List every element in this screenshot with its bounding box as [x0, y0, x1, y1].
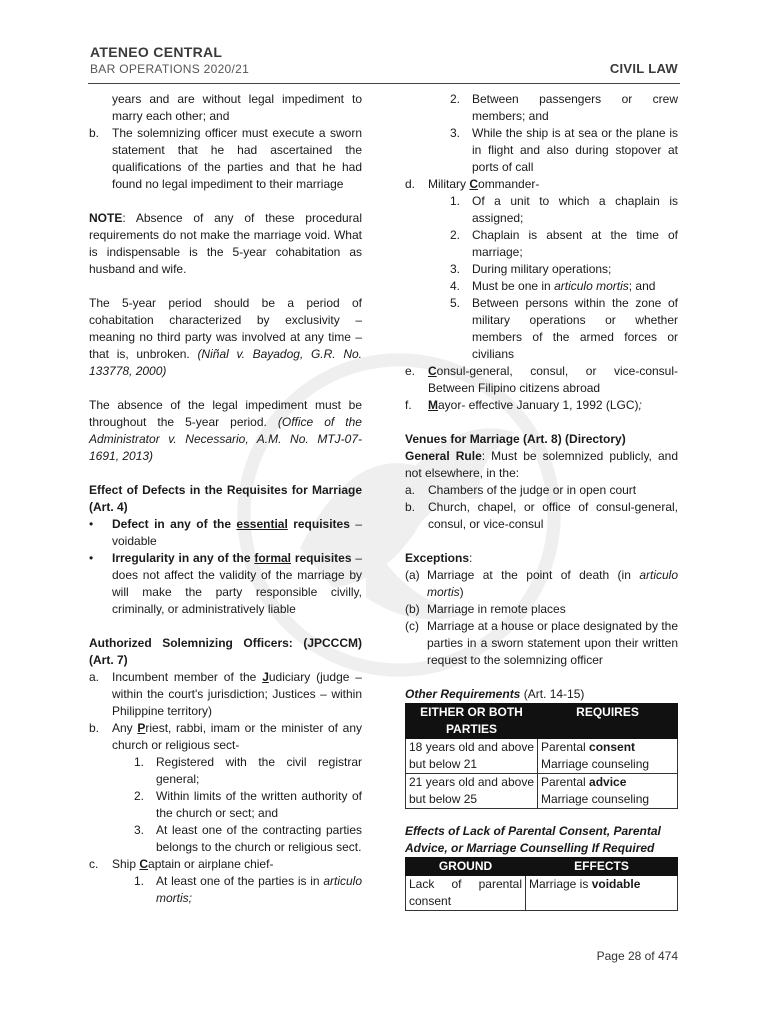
- header-left: [90, 44, 249, 77]
- sublist-b: [89, 754, 362, 856]
- sublist-d: [405, 193, 678, 363]
- table-cell: [538, 774, 678, 809]
- other-req-label: Other Requirements: [405, 687, 521, 701]
- bullet-tail: – voidable: [112, 517, 362, 548]
- page-number: Page 28 of 474: [596, 949, 678, 963]
- table-header-row: [406, 858, 678, 876]
- mnemonic-letter: P: [137, 721, 146, 735]
- table-cell: 18 years old and above but below 21: [406, 739, 538, 774]
- sub-marker: 3.: [450, 126, 461, 140]
- list-text-italic: articulo mortis: [427, 568, 678, 599]
- bullet-item: [89, 550, 362, 618]
- cell-text: Parental: [541, 740, 590, 754]
- list-text: Any: [112, 721, 138, 735]
- sub-marker: 2.: [450, 92, 461, 106]
- sub-marker: 1.: [134, 755, 145, 769]
- mnemonic-letter: C: [428, 364, 437, 378]
- cell-text: Marriage is: [529, 877, 592, 891]
- officer-item-f: [405, 397, 678, 414]
- other-requirements-heading: [405, 686, 678, 703]
- list-marker: (b): [405, 602, 420, 616]
- note-paragraph: [89, 210, 362, 278]
- sub-text: While the ship is at sea or the plane is in flight and also during stopover at ports of call: [472, 126, 678, 174]
- sub-text: Must be one in: [472, 279, 555, 293]
- paragraph-text: The 5-year period should be a period of cohabitation characterized by exclusivity – meaning no third party was involved at any time – that is, unbroken.: [89, 296, 362, 361]
- bullet-text: requisites: [287, 517, 350, 531]
- sub-item: [450, 91, 678, 125]
- sub-text: At least one of the parties is in: [156, 874, 324, 888]
- sub-text: Within limits of the written authority of the church or sect; and: [156, 789, 362, 820]
- table-row: [406, 876, 678, 911]
- sub-marker: 2.: [134, 789, 145, 803]
- bullet-underline: essential: [236, 517, 288, 531]
- officer-item-d: [405, 176, 678, 193]
- note-text: : Absence of any of these procedural requirements do not make the marriage void. What is indispensable is the 5-year cohabitation as husband and wife.: [89, 211, 362, 276]
- sub-marker: 4.: [450, 279, 461, 293]
- list-text: ayor- effective January 1, 1992 (LGC): [438, 398, 639, 412]
- paragraph-text: The absence of the legal impediment must be throughout the 5-year period.: [89, 398, 362, 429]
- left-column: [89, 91, 362, 907]
- sub-marker: 1.: [450, 194, 461, 208]
- sub-item: [134, 754, 362, 788]
- bullet-text: Irregularity in any of the: [112, 551, 255, 565]
- requirements-table: [405, 703, 678, 809]
- cell-bold: consent: [589, 740, 636, 754]
- sublist-c-continued: [405, 91, 678, 176]
- header-subject: CIVIL LAW: [609, 61, 678, 76]
- table-header: GROUND: [406, 858, 526, 876]
- list-text: Military: [428, 177, 470, 191]
- sub-item: [450, 261, 678, 278]
- table-header: EITHER OR BOTH PARTIES: [406, 704, 538, 739]
- table-cell: 21 years old and above but below 25: [406, 774, 538, 809]
- five-year-paragraph: [89, 295, 362, 380]
- impediment-paragraph: [89, 397, 362, 465]
- list-item-b: [89, 125, 362, 193]
- list-marker: c.: [89, 857, 99, 871]
- citation: (Niñal v. Bayadog, G.R. No. 133778, 2000): [89, 347, 362, 378]
- list-text: riest, rabbi, imam or the minister of any church or religious sect-: [112, 721, 363, 752]
- bullet-item: [89, 516, 362, 550]
- sub-text-italic: articulo mortis: [554, 279, 629, 293]
- table-cell: [526, 876, 678, 911]
- cell-bold: advice: [589, 775, 627, 789]
- cell-bold: voidable: [591, 877, 641, 891]
- sub-item: [450, 295, 678, 363]
- mnemonic-letter: C: [469, 177, 479, 191]
- list-text: aptain or airplane chief-: [148, 857, 274, 871]
- officer-item-e: [405, 363, 678, 397]
- sub-text: Of a unit to which a chaplain is assigned;: [472, 194, 678, 225]
- sub-marker: 1.: [134, 874, 145, 888]
- table-row: [406, 739, 678, 774]
- sub-text: At least one of the contracting parties belongs to the church or religious sect.: [156, 823, 362, 854]
- table-header: EFFECTS: [526, 858, 678, 876]
- list-text: The solemnizing officer must execute a sworn statement that he had ascertained the qualifications of the parties and that he had found no legal impediment to their marriage: [112, 126, 362, 191]
- bullet-icon: •: [89, 517, 94, 531]
- effects-heading: Effects of Lack of Parental Consent, Parental Advice, or Marriage Counselling If Required: [405, 824, 661, 855]
- list-text: Church, chapel, or office of consul-general, consul, or vice-consul: [428, 500, 678, 531]
- list-marker: e.: [405, 364, 416, 378]
- bullet-underline: formal: [254, 551, 292, 565]
- exceptions-colon: :: [469, 551, 473, 565]
- exception-item: [405, 567, 678, 601]
- header-subtitle: BAR OPERATIONS 2020/21: [90, 62, 250, 76]
- sub-item: [450, 227, 678, 261]
- mnemonic-letter: J: [262, 670, 269, 684]
- list-text: Incumbent member of the: [112, 670, 263, 684]
- cell-text: Parental: [541, 775, 590, 789]
- sub-text: During military operations;: [472, 262, 612, 276]
- list-marker: b.: [89, 126, 100, 140]
- venue-item: [405, 482, 678, 499]
- list-marker: b.: [405, 500, 416, 514]
- table-cell: Lack of parental consent: [406, 876, 526, 911]
- sub-item: [134, 873, 362, 907]
- sub-item: [450, 193, 678, 227]
- citation: (Office of the Administrator v. Necessario, A.M. No. MTJ-07-1691, 2013): [89, 415, 362, 463]
- list-text: onsul-general, consul, or vice-consul-Between Filipino citizens abroad: [428, 364, 678, 395]
- note-label: NOTE: [89, 211, 123, 225]
- list-marker: d.: [405, 177, 416, 191]
- other-req-ref: (Art. 14-15): [520, 687, 585, 701]
- sub-text-italic: articulo mortis;: [156, 874, 362, 905]
- list-text: Marriage at the point of death (in: [427, 568, 640, 582]
- table-header-row: [406, 704, 678, 739]
- bullet-tail: – does not affect the validity of the marriage by will make the party responsible civilly, criminally, or administratively liable: [112, 551, 363, 616]
- sub-marker: 5.: [450, 296, 461, 310]
- list-text: Chambers of the judge or in open court: [428, 483, 637, 497]
- header-org: ATENEO CENTRAL: [90, 44, 223, 60]
- mnemonic-letter: C: [139, 857, 149, 871]
- sub-text: ; and: [628, 279, 656, 293]
- effects-table: [405, 857, 678, 911]
- table-header: REQUIRES: [538, 704, 678, 739]
- sub-marker: 3.: [134, 823, 145, 837]
- list-marker: a.: [89, 670, 100, 684]
- sub-text: Registered with the civil registrar general;: [156, 755, 362, 786]
- officer-item-a: [89, 669, 362, 720]
- sub-text: Between passengers or crew members; and: [472, 92, 678, 123]
- general-rule-label: General Rule: [405, 449, 482, 463]
- officer-item-b: [89, 720, 362, 754]
- sub-item: [450, 278, 678, 295]
- sublist-c: [89, 873, 362, 907]
- defects-heading: Effect of Defects in the Requisites for Marriage (Art. 4): [89, 483, 362, 514]
- list-marker: (a): [405, 568, 420, 582]
- cell-text: Marriage counseling: [541, 792, 650, 806]
- general-rule-text: : Must be solemnized publicly, and not elsewhere, in the:: [405, 449, 678, 480]
- exception-item: [405, 601, 678, 618]
- item-a-continuation: years and are without legal impediment to marry each other; and: [112, 92, 362, 123]
- list-marker: a.: [405, 483, 416, 497]
- bullet-text: Defect in any of the: [112, 517, 237, 531]
- exception-item: [405, 618, 678, 669]
- venues-heading: Venues for Marriage (Art. 8) (Directory): [405, 432, 626, 446]
- list-marker: (c): [405, 619, 419, 633]
- list-text-italic: ;: [638, 398, 642, 412]
- sub-item: [134, 788, 362, 822]
- sub-item: [450, 125, 678, 176]
- list-text: Marriage in remote places: [427, 602, 566, 616]
- bullet-icon: •: [89, 551, 94, 565]
- officer-item-c: [89, 856, 362, 873]
- exceptions-heading: Exceptions: [405, 551, 470, 565]
- right-column: [405, 91, 678, 911]
- header-rule: [88, 83, 680, 84]
- sub-marker: 3.: [450, 262, 461, 276]
- venue-item: [405, 499, 678, 533]
- bullet-text: requisites: [291, 551, 352, 565]
- table-row: [406, 774, 678, 809]
- list-marker: b.: [89, 721, 100, 735]
- sub-item: [134, 822, 362, 856]
- officers-heading: Authorized Solemnizing Officers: (JPCCCM) (Art. 7): [89, 636, 362, 667]
- list-text: Marriage at a house or place designated by the parties in a sworn statement upon their written request to the solemnizing officer: [427, 619, 678, 667]
- list-text: ): [459, 585, 464, 599]
- cell-text: Marriage counseling: [541, 757, 650, 771]
- list-text: ommander-: [478, 177, 540, 191]
- mnemonic-letter: M: [428, 398, 438, 412]
- list-text: Ship: [112, 857, 140, 871]
- sub-marker: 2.: [450, 228, 461, 242]
- list-text: udiciary (judge – within the court's jurisdiction; Justices – within Philippine territory): [112, 670, 362, 718]
- sub-text: Chaplain is absent at the time of marriage;: [472, 228, 678, 259]
- table-cell: [538, 739, 678, 774]
- sub-text: Between persons within the zone of military operations or whether members of the armed forces or civilians: [472, 296, 678, 361]
- list-marker: f.: [405, 398, 412, 412]
- exceptions-label: [405, 550, 678, 567]
- general-rule: [405, 448, 678, 482]
